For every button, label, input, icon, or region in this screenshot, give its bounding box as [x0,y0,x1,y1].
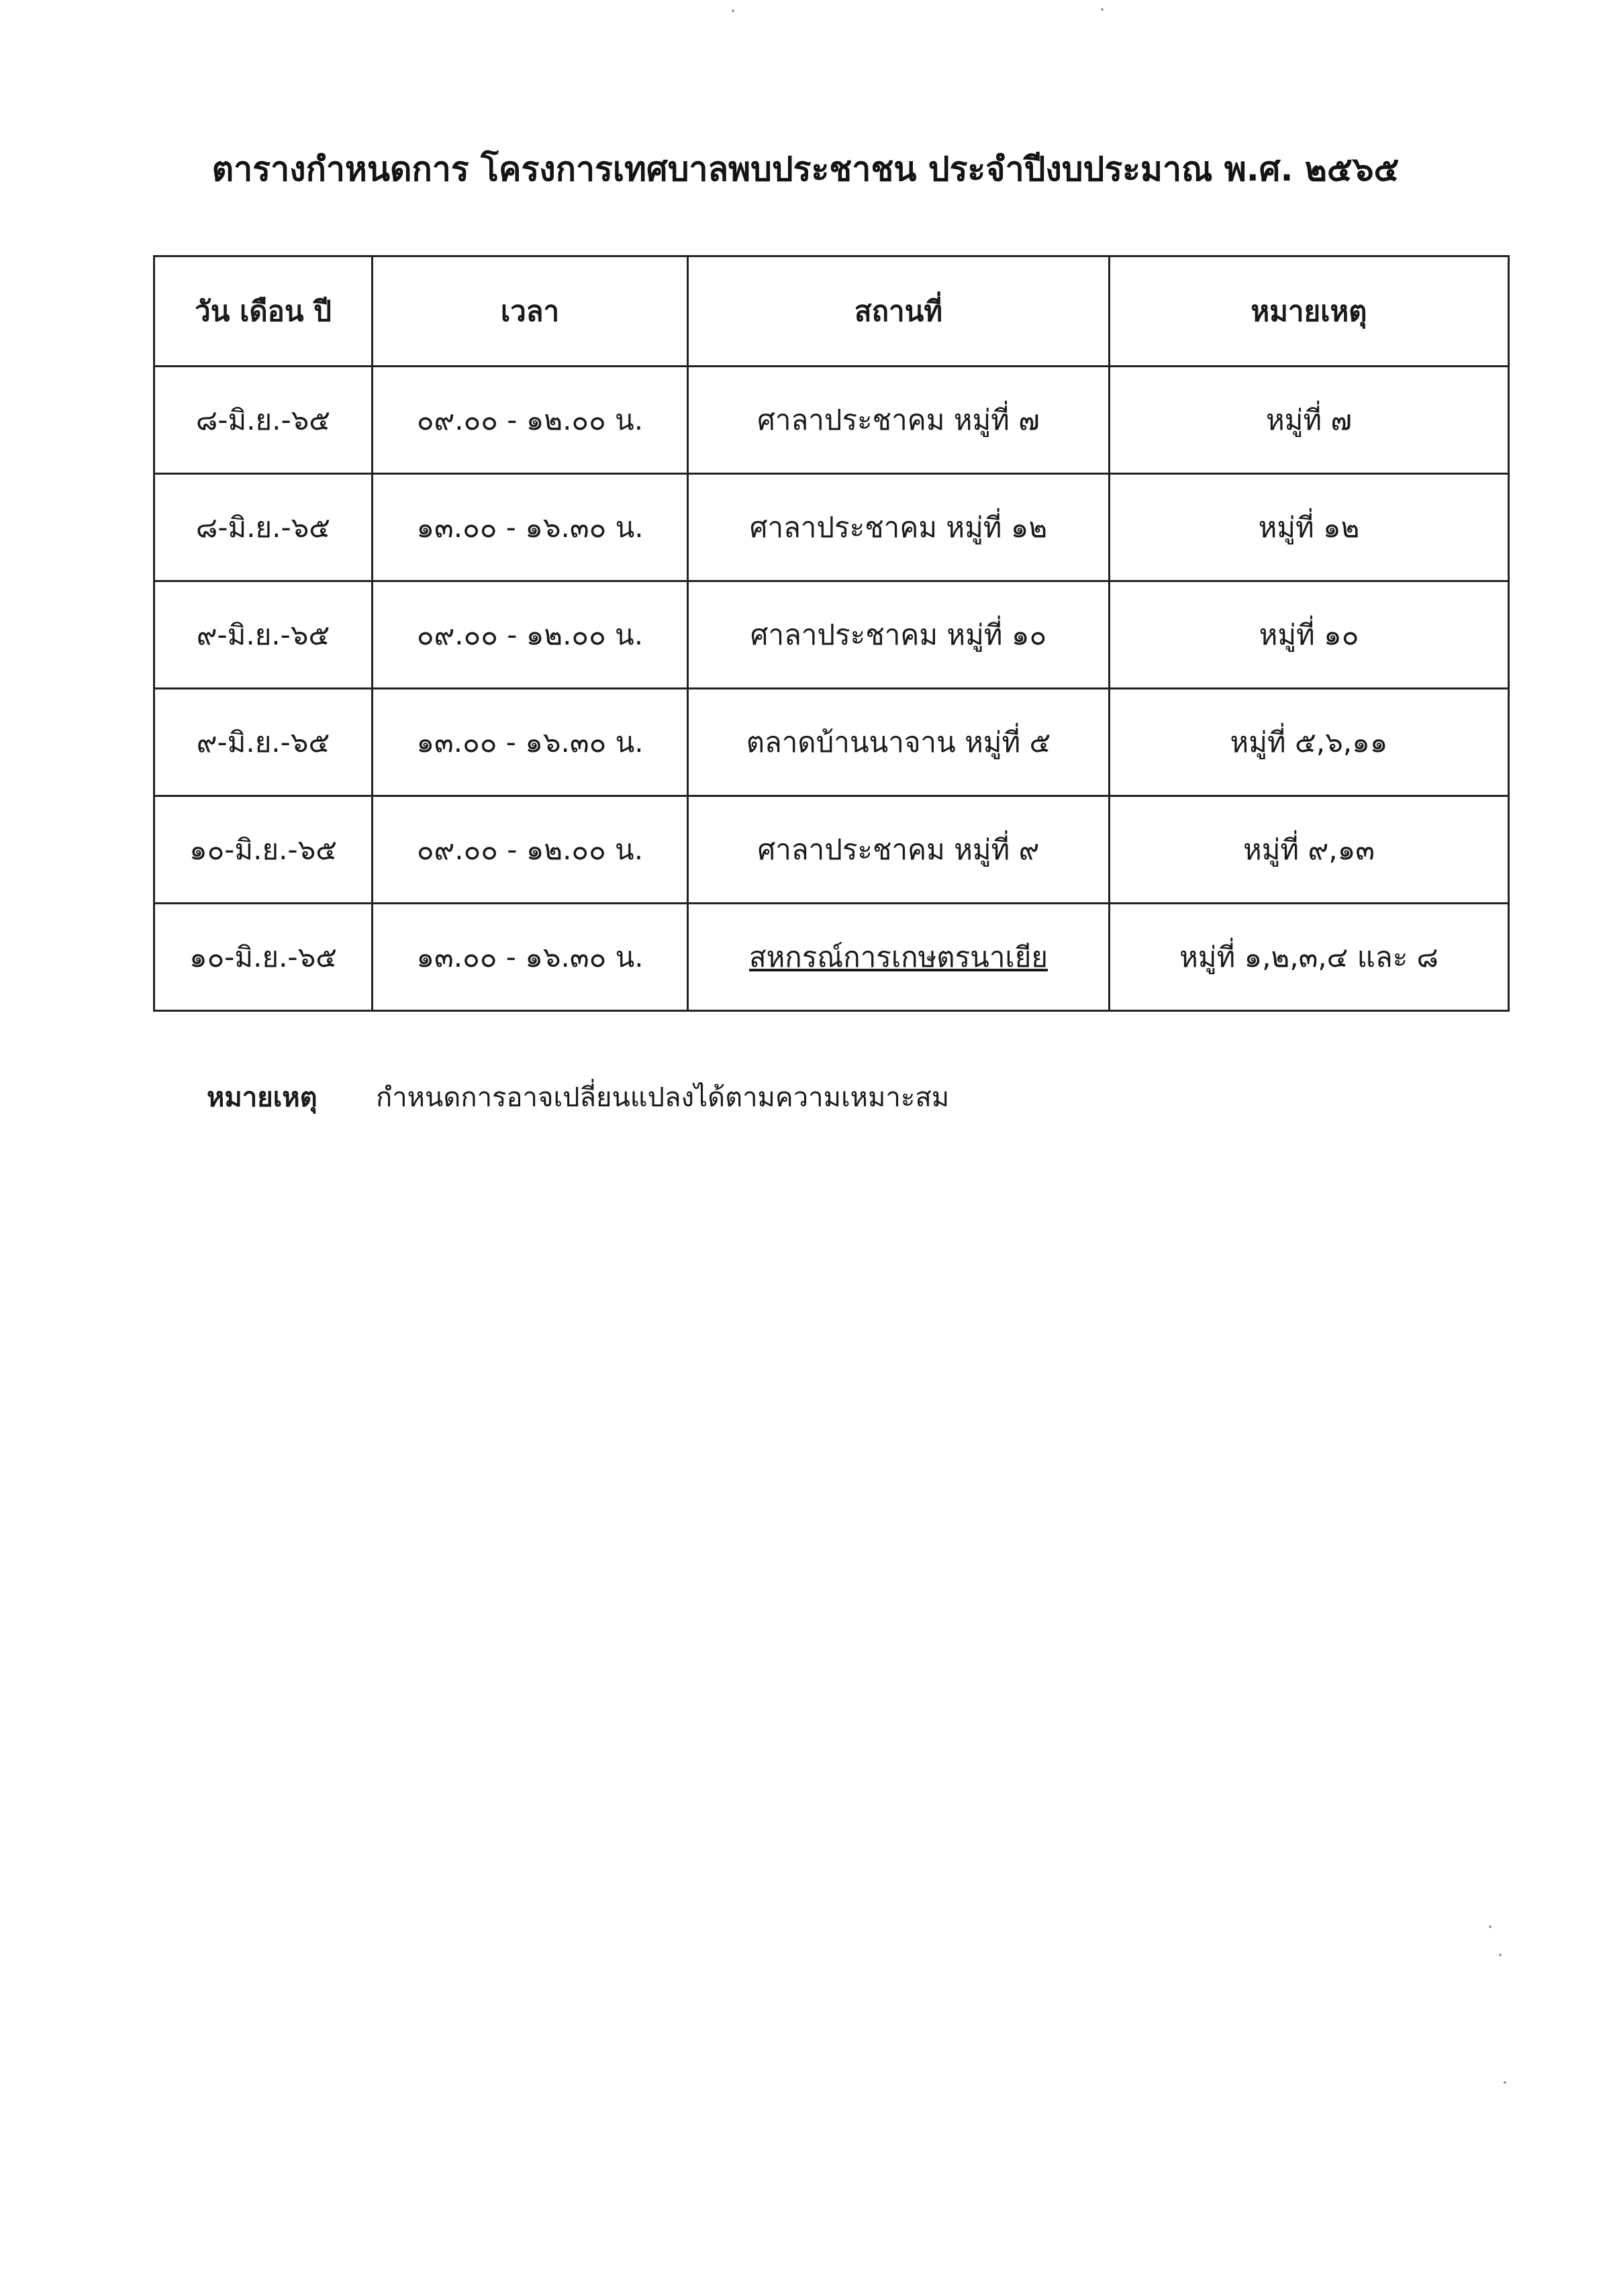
cell-location: ศาลาประชาคม หมู่ที่ ๙ [688,796,1110,904]
cell-time: ๐๙.๐๐ - ๑๒.๐๐ น. [373,581,688,689]
scan-speck [1499,1954,1502,1956]
header-remark: หมายเหตุ [1110,256,1509,367]
cell-time: ๐๙.๐๐ - ๑๒.๐๐ น. [373,367,688,474]
cell-remark: หมู่ที่ ๕,๖,๑๑ [1110,689,1509,796]
cell-date: ๙-มิ.ย.-๖๕ [154,581,373,689]
cell-date: ๘-มิ.ย.-๖๕ [154,367,373,474]
scan-speck [1504,2081,1506,2084]
table-row [154,367,1509,474]
scan-speck [1101,8,1104,11]
cell-location: ตลาดบ้านนาจาน หมู่ที่ ๕ [688,689,1110,796]
cell-remark: หมู่ที่ ๑๒ [1110,474,1509,581]
cell-remark: หมู่ที่ ๗ [1110,367,1509,474]
cell-time: ๐๙.๐๐ - ๑๒.๐๐ น. [373,796,688,904]
footnote-label: หมายเหตุ [207,1082,318,1113]
cell-date: ๘-มิ.ย.-๖๕ [154,474,373,581]
header-time: เวลา [373,256,688,367]
scan-speck [1489,1925,1492,1928]
cell-location: ศาลาประชาคม หมู่ที่ ๑๒ [688,474,1110,581]
scan-speck [732,9,734,12]
cell-date: ๙-มิ.ย.-๖๕ [154,689,373,796]
cell-location: สหกรณ์การเกษตรนาเยีย [688,904,1110,1011]
table-row [154,474,1509,581]
cell-time: ๑๓.๐๐ - ๑๖.๓๐ น. [373,904,688,1011]
cell-date: ๑๐-มิ.ย.-๖๕ [154,904,373,1011]
cell-remark: หมู่ที่ ๙,๑๓ [1110,796,1509,904]
cell-location: ศาลาประชาคม หมู่ที่ ๗ [688,367,1110,474]
cell-time: ๑๓.๐๐ - ๑๖.๓๐ น. [373,474,688,581]
cell-remark: หมู่ที่ ๑๐ [1110,581,1509,689]
cell-date: ๑๐-มิ.ย.-๖๕ [154,796,373,904]
document-title: ตารางกำหนดการ โครงการเทศบาลพบประชาชน ประจำปีงบประมาณ พ.ศ. ๒๕๖๕ [211,150,1400,189]
cell-location: ศาลาประชาคม หมู่ที่ ๑๐ [688,581,1110,689]
header-date: วัน เดือน ปี [154,256,373,367]
footnote [207,1074,949,1121]
table-row [154,581,1509,689]
table-row [154,796,1509,904]
cell-time: ๑๓.๐๐ - ๑๖.๓๐ น. [373,689,688,796]
header-location: สถานที่ [688,256,1110,367]
table-row [154,904,1509,1011]
table-header-row [154,256,1509,367]
table-row [154,689,1509,796]
footnote-text: กำหนดการอาจเปลี่ยนแปลงได้ตามความเหมาะสม [376,1082,950,1113]
cell-remark: หมู่ที่ ๑,๒,๓,๔ และ ๘ [1110,904,1509,1011]
schedule-table [153,255,1510,1012]
